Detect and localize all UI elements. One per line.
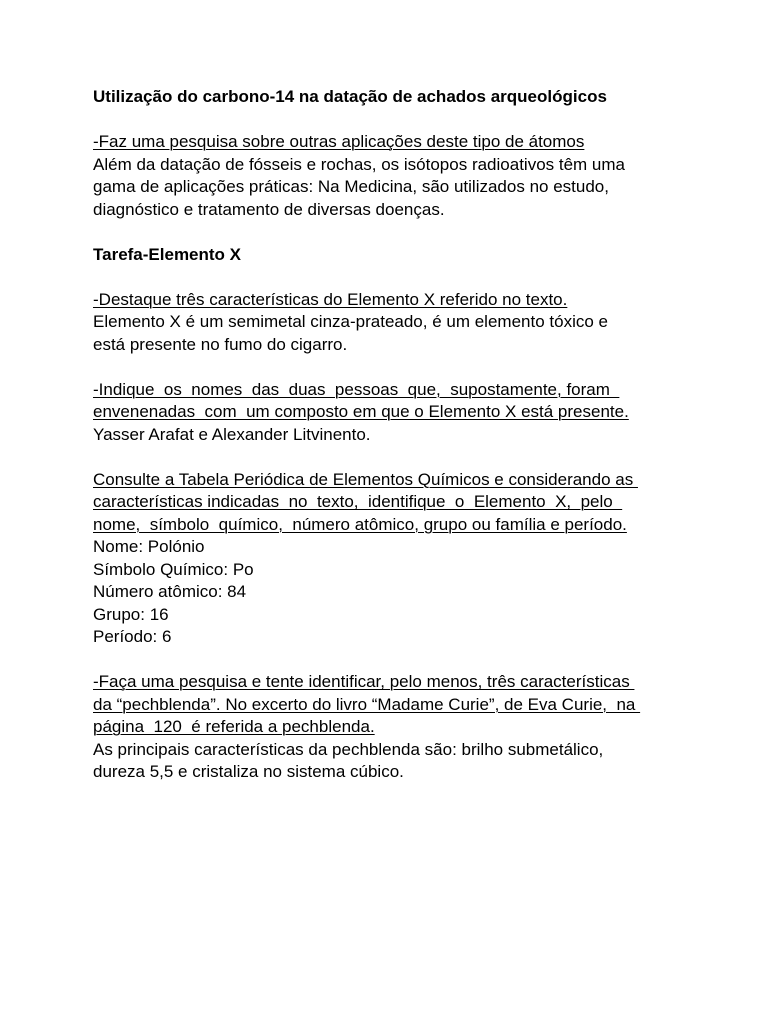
answer-period: Período: 6 [93, 627, 172, 646]
task-heading: Tarefa-Elemento X [93, 244, 242, 264]
answer-atomic-number: Número atômico: 84 [93, 582, 247, 601]
answer-line: As principais características da pechblenda são: brilho submetálico, [93, 739, 604, 759]
answer-line: dureza 5,5 e cristaliza no sistema cúbico. [93, 762, 404, 781]
spacer [93, 221, 713, 244]
spacer [93, 356, 713, 379]
answer-line: Yasser Arafat e Alexander Litvinento. [93, 424, 371, 444]
section-poisoned-people [93, 379, 713, 447]
section-characteristics [93, 289, 713, 357]
answer-line: está presente no fumo do cigarro. [93, 334, 348, 354]
answer-line: diagnóstico e tratamento de diversas doenças. [93, 199, 445, 219]
spacer [93, 649, 713, 672]
answer-symbol: Símbolo Químico: Po [93, 559, 254, 579]
document-page [93, 86, 713, 784]
answer-group: Grupo: 16 [93, 604, 169, 624]
spacer [93, 446, 713, 469]
question-line: envenenadas com um composto em que o Elemento X está presente. [93, 402, 629, 421]
question-line: Consulte a Tabela Periódica de Elementos Químicos e considerando as [93, 469, 638, 489]
question-line: nome, símbolo químico, número atômico, grupo ou família e período. [93, 514, 627, 534]
section-pechblenda [93, 671, 713, 784]
document-title: Utilização do carbono-14 na datação de achados arqueológicos [93, 87, 607, 106]
section-applications [93, 131, 713, 221]
question-applications: -Faz uma pesquisa sobre outras aplicações deste tipo de átomos [93, 132, 585, 151]
question-line: página 120 é referida a pechblenda. [93, 717, 375, 736]
spacer [93, 109, 713, 132]
question-characteristics: -Destaque três características do Elemento X referido no texto. [93, 289, 568, 309]
question-line: características indicadas no texto, identifique o Elemento X, pelo [93, 492, 623, 511]
section-periodic-table [93, 469, 713, 649]
answer-line: gama de aplicações práticas: Na Medicina, são utilizados no estudo, [93, 177, 609, 196]
answer-line: Elemento X é um semimetal cinza-prateado, é um elemento tóxico e [93, 312, 608, 331]
question-line: -Indique os nomes das duas pessoas que, supostamente, foram [93, 379, 620, 399]
answer-line: Além da datação de fósseis e rochas, os isótopos radioativos têm uma [93, 154, 626, 174]
question-line: da “pechblenda”. No excerto do livro “Madame Curie”, de Eva Curie, na [93, 694, 641, 714]
question-line: -Faça uma pesquisa e tente identificar, pelo menos, três características [93, 672, 635, 691]
answer-name: Nome: Polónio [93, 537, 205, 556]
spacer [93, 266, 713, 289]
